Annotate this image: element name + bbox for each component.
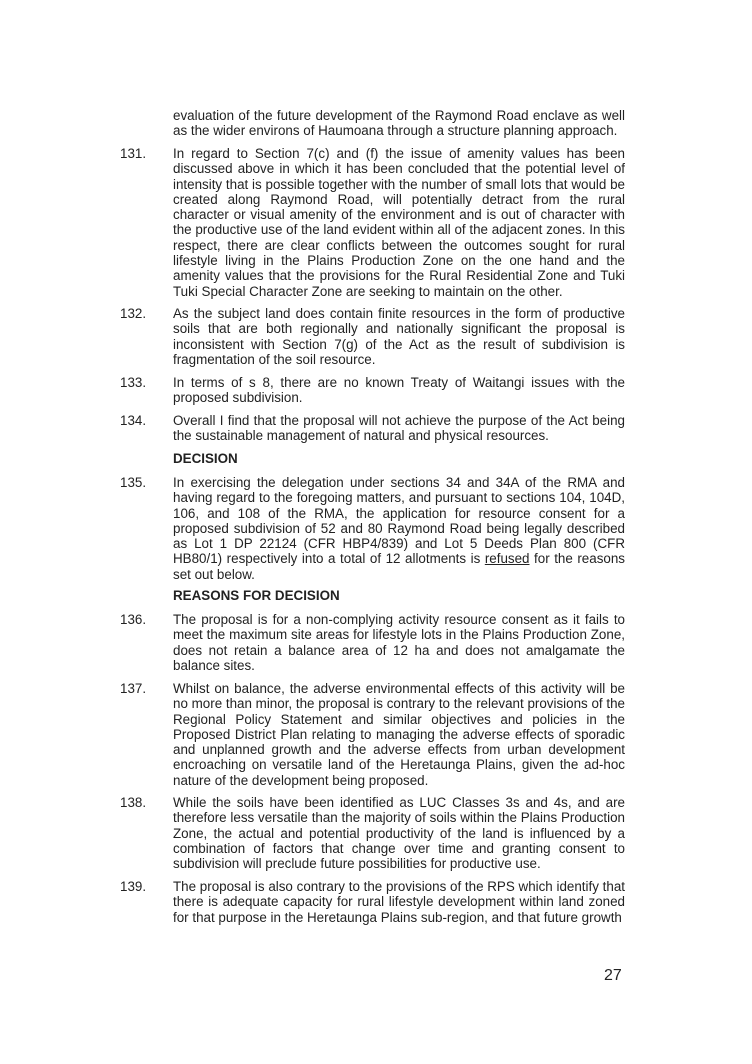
paragraph-text: Overall I find that the proposal will not achieve the purpose of the Act being the sustainable management of natural and physical resources. (173, 413, 625, 444)
paragraph-134 (120, 413, 625, 444)
paragraph-number: 137. (120, 681, 147, 696)
paragraph-138 (120, 795, 625, 872)
paragraph-text: As the subject land does contain finite resources in the form of productive soils that are both regionally and nationally significant the proposal is inconsistent with Section 7(g) of the Act as the result of subdivision is fragmentation of the soil resource. (173, 306, 625, 367)
paragraph-number: 131. (120, 146, 147, 161)
paragraph-number: 135. (120, 475, 147, 490)
intro-paragraph (173, 108, 625, 139)
paragraph-text: In regard to Section 7(c) and (f) the issue of amenity values has been discussed above in which it has been concluded that the potential level of intensity that is possible together with the number of small lots that would be created along Raymond Road, will potentially detract from the rural character or visual amenity of the environment and is out of character with the productive use of the land evident within all of the adjacent zones. In this respect, there are clear conflicts between the outcomes sought for rural lifestyle living in the Plains Production Zone on the one hand and the amenity values that the provisions for the Rural Residential Zone and Tuki Tuki Special Character Zone are seeking to maintain on the other. (173, 146, 625, 299)
page-number: 27 (604, 967, 622, 984)
paragraph-number: 133. (120, 375, 147, 390)
paragraph-136 (120, 612, 625, 673)
paragraph-number: 138. (120, 795, 147, 810)
paragraph-139 (120, 879, 625, 925)
paragraph-text: The proposal is for a non-complying activity resource consent as it fails to meet the maximum site areas for lifestyle lots in the Plains Production Zone, does not retain a balance area of 12 ha and does not amalgamate the balance sites. (173, 612, 625, 673)
decision-heading: DECISION (173, 451, 238, 466)
paragraph-137 (120, 681, 625, 788)
paragraph-131 (120, 146, 625, 299)
paragraph-number: 134. (120, 413, 147, 428)
refused-emphasis: refused (484, 551, 530, 567)
intro-text: evaluation of the future development of the Raymond Road enclave as well as the wider environs of Haumoana through a structure planning approach. (173, 108, 625, 139)
paragraph-135 (120, 475, 625, 582)
paragraph-number: 136. (120, 612, 147, 627)
paragraph-text: Whilst on balance, the adverse environmental effects of this activity will be no more than minor, the proposal is contrary to the relevant provisions of the Regional Policy Statement and similar objectives and policies in the Proposed District Plan relating to managing the adverse effects of sporadic and unplanned growth and the adverse effects from urban development encroaching on versatile land of the Heretaunga Plains, given the ad-hoc nature of the development being proposed. (173, 681, 625, 788)
paragraph-132 (120, 306, 625, 367)
paragraph-text: In exercising the delegation under sections 34 and 34A of the RMA and having regard to the foregoing matters, and pursuant to sections 104, 104D, 106, and 108 of the RMA, the application for resource consent for a proposed subdivision of 52 and 80 Raymond Road being legally described as Lot 1 DP 22124 (CFR HBP4/839) and Lot 5 Deeds Plan 800 (CFR HB80/1) respectively into a total of 12 allotments is (173, 475, 625, 567)
paragraph-number: 132. (120, 306, 147, 321)
paragraph-text: While the soils have been identified as LUC Classes 3s and 4s, and are therefore less versatile than the majority of soils within the Plains Production Zone, the actual and potential productivity of the land is influenced by a combination of factors that change over time and granting consent to subdivision will preclude future possibilities for productive use. (173, 795, 625, 872)
paragraph-text: The proposal is also contrary to the provisions of the RPS which identify that there is adequate capacity for rural lifestyle development within land zoned for that purpose in the Heretaunga Plains sub-region, and that future growth (173, 879, 625, 925)
paragraph-text-end: for the reasons set out below. (173, 551, 625, 582)
paragraph-text: In terms of s 8, there are no known Treaty of Waitangi issues with the proposed subdivision. (173, 375, 625, 406)
reasons-heading: REASONS FOR DECISION (173, 588, 340, 603)
paragraph-number: 139. (120, 879, 147, 894)
paragraph-133 (120, 375, 625, 406)
